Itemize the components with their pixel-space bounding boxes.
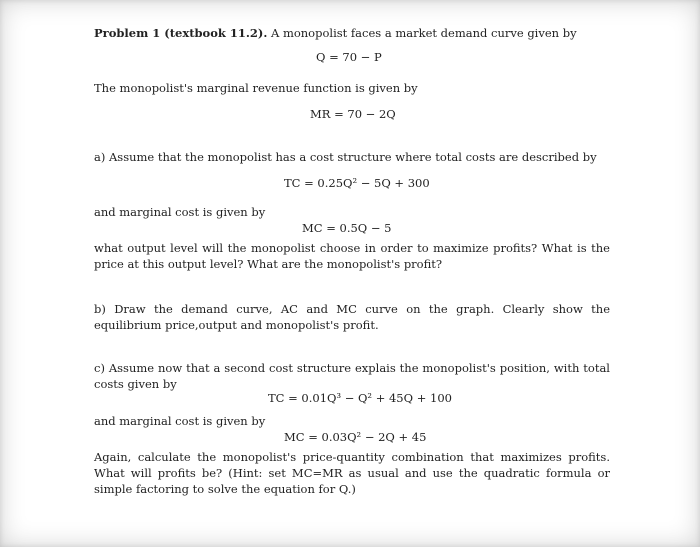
problem-header bbox=[94, 25, 610, 41]
part-a-intro: a) Assume that the monopolist has a cost structure where total costs are described by bbox=[94, 150, 597, 164]
part-b-text: b) Draw the demand curve, AC and MC curve on the graph. Clearly show the equilibrium price,output and monopolist's profit. bbox=[94, 302, 610, 332]
part-a-mc-equation: MC = 0.5Q − 5 bbox=[302, 221, 392, 235]
problem-heading: Problem 1 (textbook 11.2). bbox=[94, 26, 268, 40]
part-a-question: what output level will the monopolist choose in order to maximize profits? What is the price at this output level? What are the monopolist's profit? bbox=[94, 241, 610, 271]
part-c-intro: c) Assume now that a second cost structure explais the monopolist's position, with total costs given by bbox=[94, 361, 610, 391]
part-c-mc-intro: and marginal cost is given by bbox=[94, 414, 266, 428]
demand-equation: Q = 70 − P bbox=[316, 50, 382, 64]
part-a-tc-equation: TC = 0.25Q² − 5Q + 300 bbox=[284, 176, 430, 190]
part-c-question: Again, calculate the monopolist's price-quantity combination that maximizes profits. What will profits be? (Hint: set MC=MR as usual and use the quadratic formula or simple factoring to solve the equation for Q.) bbox=[94, 450, 610, 496]
part-c-mc-equation: MC = 0.03Q² − 2Q + 45 bbox=[284, 430, 427, 444]
problem-intro: A monopolist faces a market demand curve given by bbox=[270, 26, 577, 40]
mr-intro: The monopolist's marginal revenue function is given by bbox=[94, 81, 418, 95]
part-c-tc-equation: TC = 0.01Q³ − Q² + 45Q + 100 bbox=[268, 391, 452, 405]
part-a-mc-intro: and marginal cost is given by bbox=[94, 205, 266, 219]
mr-equation: MR = 70 − 2Q bbox=[310, 107, 396, 121]
